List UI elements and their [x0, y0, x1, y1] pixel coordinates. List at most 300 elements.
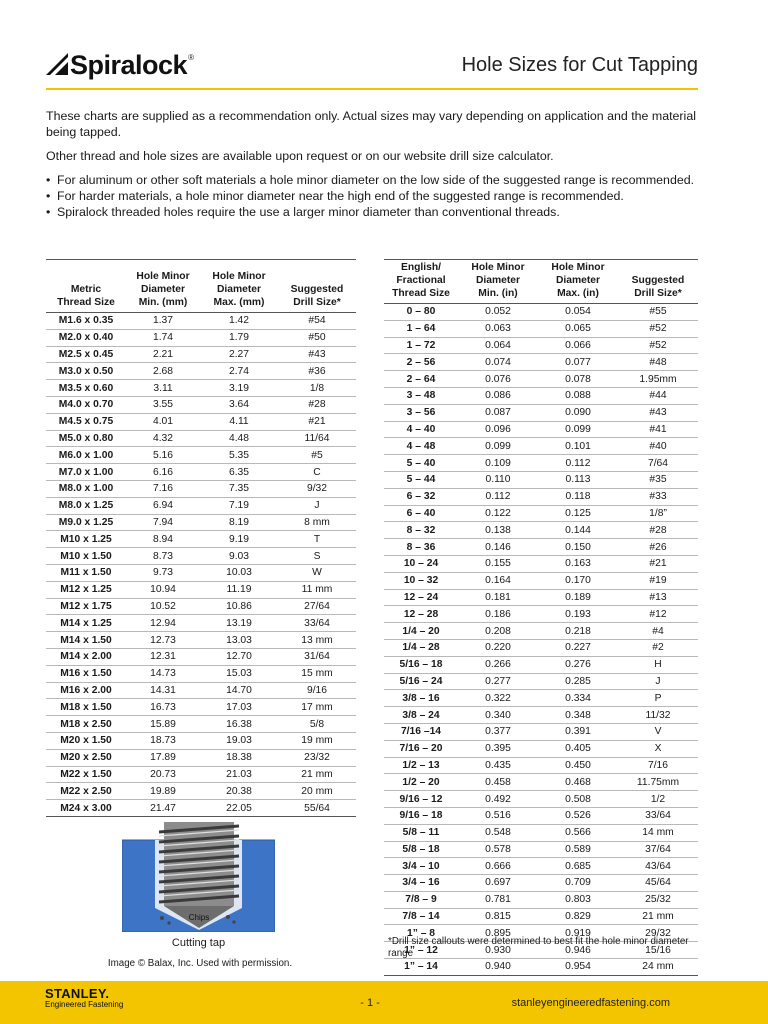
- table-cell: 0.468: [538, 774, 618, 791]
- thread-size-cell: M18 x 1.50: [46, 699, 126, 716]
- table-cell: #43: [278, 346, 356, 363]
- table-cell: 0.508: [538, 791, 618, 808]
- table-cell: 12.31: [126, 648, 200, 665]
- table-cell: T: [278, 531, 356, 548]
- table-cell: 1/8: [278, 380, 356, 397]
- thread-size-cell: 10 – 24: [384, 555, 458, 572]
- thread-size-cell: 5/8 – 11: [384, 824, 458, 841]
- thread-size-cell: M12 x 1.75: [46, 598, 126, 615]
- table-cell: 2.74: [200, 363, 278, 380]
- table-cell: #41: [618, 421, 698, 438]
- thread-size-cell: 3/8 – 24: [384, 707, 458, 724]
- table-row: [46, 514, 356, 531]
- table-cell: 21.47: [126, 800, 200, 817]
- table-cell: 0.186: [458, 606, 538, 623]
- table-row: [46, 396, 356, 413]
- table-cell: 0.526: [538, 807, 618, 824]
- table-cell: 19 mm: [278, 732, 356, 749]
- table-cell: 24 mm: [618, 959, 698, 976]
- table-cell: #5: [278, 447, 356, 464]
- table-cell: 0.112: [458, 488, 538, 505]
- table-cell: 0.220: [458, 639, 538, 656]
- table-row: [384, 908, 698, 925]
- table-cell: 17 mm: [278, 699, 356, 716]
- table-cell: 0.348: [538, 707, 618, 724]
- table-row: [46, 732, 356, 749]
- table-row: [46, 749, 356, 766]
- table-cell: 0.163: [538, 555, 618, 572]
- table-cell: 0.566: [538, 824, 618, 841]
- intro-paragraph-1: These charts are supplied as a recommendation only. Actual sizes may vary depending on application and the material being tapped.: [46, 109, 696, 139]
- table-cell: #2: [618, 639, 698, 656]
- spiralock-mark-icon: [46, 53, 68, 75]
- table-row: [384, 304, 698, 321]
- table-row: [46, 363, 356, 380]
- table-cell: 1.42: [200, 313, 278, 330]
- table-cell: 0.066: [538, 337, 618, 354]
- table-cell: 0.088: [538, 387, 618, 404]
- table-cell: #50: [278, 329, 356, 346]
- table-row: [384, 371, 698, 388]
- table-row: [384, 791, 698, 808]
- table-cell: 13.03: [200, 632, 278, 649]
- table-cell: 3.19: [200, 380, 278, 397]
- thread-size-cell: 5 – 40: [384, 455, 458, 472]
- table-cell: 6.94: [126, 497, 200, 514]
- table-cell: H: [618, 656, 698, 673]
- thread-size-cell: 6 – 40: [384, 505, 458, 522]
- table-cell: 0.285: [538, 673, 618, 690]
- table-row: [384, 858, 698, 875]
- table-cell: 0.666: [458, 858, 538, 875]
- table-cell: 2.27: [200, 346, 278, 363]
- table-cell: 2.21: [126, 346, 200, 363]
- thread-size-cell: 1/2 – 20: [384, 774, 458, 791]
- thread-size-cell: M16 x 1.50: [46, 665, 126, 682]
- thread-size-cell: 1/4 – 20: [384, 623, 458, 640]
- thread-size-cell: 5/8 – 18: [384, 841, 458, 858]
- thread-size-cell: M12 x 1.25: [46, 581, 126, 598]
- table-cell: 25/32: [618, 891, 698, 908]
- table-cell: S: [278, 548, 356, 565]
- table-row: [46, 766, 356, 783]
- table-cell: 4.48: [200, 430, 278, 447]
- table-cell: 0.227: [538, 639, 618, 656]
- table-row: [384, 555, 698, 572]
- table-cell: 6.35: [200, 464, 278, 481]
- table-cell: 0.377: [458, 723, 538, 740]
- table-row: [46, 464, 356, 481]
- thread-size-cell: M24 x 3.00: [46, 800, 126, 817]
- table-cell: 17.03: [200, 699, 278, 716]
- table-cell: #35: [618, 471, 698, 488]
- table-row: [384, 807, 698, 824]
- table-cell: 15/16: [618, 942, 698, 959]
- table-cell: 0.940: [458, 959, 538, 976]
- table-cell: 0.122: [458, 505, 538, 522]
- table-cell: 0.322: [458, 690, 538, 707]
- column-header: Suggested Drill Size*: [278, 260, 356, 313]
- thread-size-cell: M16 x 2.00: [46, 682, 126, 699]
- table-cell: 0.930: [458, 942, 538, 959]
- table-cell: 0.276: [538, 656, 618, 673]
- table-cell: 0.395: [458, 740, 538, 757]
- intro-paragraph-2: Other thread and hole sizes are available upon request or on our website drill size calculator.: [46, 149, 554, 163]
- table-cell: 31/64: [278, 648, 356, 665]
- table-cell: X: [618, 740, 698, 757]
- table-row: [46, 329, 356, 346]
- table-cell: 19.89: [126, 783, 200, 800]
- metric-hole-size-table: [46, 259, 356, 817]
- table-cell: 0.099: [458, 438, 538, 455]
- table-cell: 9.03: [200, 548, 278, 565]
- thread-size-cell: M14 x 1.50: [46, 632, 126, 649]
- thread-size-cell: M11 x 1.50: [46, 564, 126, 581]
- table-cell: 8.73: [126, 548, 200, 565]
- table-cell: 3.11: [126, 380, 200, 397]
- table-cell: 0.074: [458, 354, 538, 371]
- table-cell: #43: [618, 404, 698, 421]
- table-cell: #13: [618, 589, 698, 606]
- column-header: Metric Thread Size: [46, 260, 126, 313]
- table-cell: #54: [278, 313, 356, 330]
- table-cell: 18.73: [126, 732, 200, 749]
- thread-size-cell: 7/8 – 9: [384, 891, 458, 908]
- table-row: [384, 337, 698, 354]
- table-cell: 20 mm: [278, 783, 356, 800]
- thread-size-cell: M10 x 1.50: [46, 548, 126, 565]
- table-cell: 0.815: [458, 908, 538, 925]
- table-cell: 1.74: [126, 329, 200, 346]
- table-row: [384, 757, 698, 774]
- table-cell: 7.94: [126, 514, 200, 531]
- table-cell: 0.065: [538, 320, 618, 337]
- thread-size-cell: 3 – 48: [384, 387, 458, 404]
- table-cell: 0.340: [458, 707, 538, 724]
- table-cell: 0.803: [538, 891, 618, 908]
- table-cell: J: [278, 497, 356, 514]
- thread-size-cell: 7/16 –14: [384, 723, 458, 740]
- thread-size-cell: 1” – 12: [384, 942, 458, 959]
- thread-size-cell: M1.6 x 0.35: [46, 313, 126, 330]
- table-cell: 0.076: [458, 371, 538, 388]
- table-cell: #40: [618, 438, 698, 455]
- table-cell: 20.38: [200, 783, 278, 800]
- table-cell: 15 mm: [278, 665, 356, 682]
- table-row: [384, 387, 698, 404]
- table-cell: 7/64: [618, 455, 698, 472]
- table-cell: 0.218: [538, 623, 618, 640]
- table-cell: 12.73: [126, 632, 200, 649]
- thread-size-cell: 9/16 – 12: [384, 791, 458, 808]
- table-cell: 55/64: [278, 800, 356, 817]
- brand-name: Spiralock: [70, 50, 188, 80]
- table-cell: 11/64: [278, 430, 356, 447]
- thread-size-cell: M14 x 1.25: [46, 615, 126, 632]
- thread-size-cell: 6 – 32: [384, 488, 458, 505]
- thread-size-cell: 3/4 – 16: [384, 875, 458, 892]
- page-title: Hole Sizes for Cut Tapping: [461, 54, 698, 76]
- table-cell: 11.75mm: [618, 774, 698, 791]
- table-cell: 0.277: [458, 673, 538, 690]
- thread-size-cell: 9/16 – 18: [384, 807, 458, 824]
- image-credit: Image © Balax, Inc. Used with permission.: [107, 958, 293, 969]
- table-header-row: [46, 260, 356, 313]
- table-cell: 0.946: [538, 942, 618, 959]
- table-cell: 0.829: [538, 908, 618, 925]
- table-cell: 15.03: [200, 665, 278, 682]
- table-cell: 0.208: [458, 623, 538, 640]
- table-row: [46, 497, 356, 514]
- table-cell: 0.090: [538, 404, 618, 421]
- table-cell: 0.086: [458, 387, 538, 404]
- table-row: [46, 548, 356, 565]
- thread-size-cell: 12 – 24: [384, 589, 458, 606]
- table-cell: 0.077: [538, 354, 618, 371]
- table-cell: 0.099: [538, 421, 618, 438]
- table-cell: 10.94: [126, 581, 200, 598]
- thread-size-cell: 2 – 64: [384, 371, 458, 388]
- table-cell: 14.73: [126, 665, 200, 682]
- table-cell: 0.101: [538, 438, 618, 455]
- table-cell: 0.109: [458, 455, 538, 472]
- thread-size-cell: 4 – 40: [384, 421, 458, 438]
- table-cell: 0.391: [538, 723, 618, 740]
- table-cell: 0.125: [538, 505, 618, 522]
- table-row: [384, 656, 698, 673]
- table-cell: 1.79: [200, 329, 278, 346]
- table-cell: 3.64: [200, 396, 278, 413]
- table-cell: 0.954: [538, 959, 618, 976]
- table-row: [384, 824, 698, 841]
- intro-text: [46, 108, 698, 220]
- table-cell: 22.05: [200, 800, 278, 817]
- table-cell: 33/64: [618, 807, 698, 824]
- table-cell: 16.38: [200, 716, 278, 733]
- table-row: [46, 699, 356, 716]
- table-cell: 9/16: [278, 682, 356, 699]
- thread-size-cell: 12 – 28: [384, 606, 458, 623]
- table-row: [384, 589, 698, 606]
- thread-size-cell: M22 x 2.50: [46, 783, 126, 800]
- table-cell: 0.118: [538, 488, 618, 505]
- table-row: [384, 673, 698, 690]
- table-cell: 0.266: [458, 656, 538, 673]
- table-cell: 3.55: [126, 396, 200, 413]
- column-header: Suggested Drill Size*: [618, 260, 698, 304]
- page-footer: [0, 981, 768, 1024]
- table-row: [46, 682, 356, 699]
- thread-size-cell: 5/16 – 24: [384, 673, 458, 690]
- table-row: [46, 430, 356, 447]
- bullet-item: • For harder materials, a hole minor diameter near the high end of the suggested range is recommended.: [46, 188, 698, 204]
- column-header: Hole Minor Diameter Min. (mm): [126, 260, 200, 313]
- thread-size-cell: M4.5 x 0.75: [46, 413, 126, 430]
- thread-size-cell: 10 – 32: [384, 572, 458, 589]
- table-cell: 37/64: [618, 841, 698, 858]
- table-cell: 11.19: [200, 581, 278, 598]
- table-row: [46, 346, 356, 363]
- thread-size-cell: 8 – 36: [384, 539, 458, 556]
- table-cell: 27/64: [278, 598, 356, 615]
- table-cell: 0.052: [458, 304, 538, 321]
- table-cell: 21 mm: [278, 766, 356, 783]
- table-cell: 6.16: [126, 464, 200, 481]
- table-cell: 21 mm: [618, 908, 698, 925]
- thread-size-cell: M20 x 1.50: [46, 732, 126, 749]
- figure-caption: Cutting tap: [171, 937, 226, 949]
- table-cell: 14.31: [126, 682, 200, 699]
- table-cell: 10.03: [200, 564, 278, 581]
- table-cell: 0.781: [458, 891, 538, 908]
- table-row: [46, 632, 356, 649]
- table-cell: 23/32: [278, 749, 356, 766]
- table-cell: 0.138: [458, 522, 538, 539]
- table-cell: #52: [618, 320, 698, 337]
- table-cell: 7/16: [618, 757, 698, 774]
- table-cell: W: [278, 564, 356, 581]
- table-row: [384, 354, 698, 371]
- table-row: [384, 623, 698, 640]
- table-row: [46, 615, 356, 632]
- table-row: [384, 959, 698, 976]
- table-cell: 1/2: [618, 791, 698, 808]
- table-row: [384, 891, 698, 908]
- table-cell: #44: [618, 387, 698, 404]
- table-cell: 0.709: [538, 875, 618, 892]
- table-row: [384, 740, 698, 757]
- thread-size-cell: M3.5 x 0.60: [46, 380, 126, 397]
- table-cell: 9.19: [200, 531, 278, 548]
- thread-size-cell: 1/4 – 28: [384, 639, 458, 656]
- table-row: [46, 564, 356, 581]
- table-cell: 0.895: [458, 925, 538, 942]
- table-cell: 0.054: [538, 304, 618, 321]
- table-cell: 7.35: [200, 480, 278, 497]
- table-row: [46, 380, 356, 397]
- table-cell: #52: [618, 337, 698, 354]
- thread-size-cell: M6.0 x 1.00: [46, 447, 126, 464]
- table-cell: 29/32: [618, 925, 698, 942]
- registered-mark: ®: [188, 53, 194, 62]
- table-cell: 0.919: [538, 925, 618, 942]
- table-cell: 11 mm: [278, 581, 356, 598]
- thread-size-cell: 2 – 56: [384, 354, 458, 371]
- table-row: [384, 438, 698, 455]
- table-cell: 4.11: [200, 413, 278, 430]
- table-cell: 14.70: [200, 682, 278, 699]
- website-link[interactable]: stanleyengineeredfastening.com: [511, 997, 670, 1009]
- table-row: [384, 723, 698, 740]
- table-cell: P: [618, 690, 698, 707]
- header-rule: [46, 88, 698, 90]
- stanley-subtitle: Engineered Fastening: [45, 1000, 124, 1009]
- thread-size-cell: M2.0 x 0.40: [46, 329, 126, 346]
- table-row: [384, 488, 698, 505]
- table-cell: 0.112: [538, 455, 618, 472]
- table-row: [384, 471, 698, 488]
- table-row: [46, 648, 356, 665]
- thread-size-cell: M8.0 x 1.25: [46, 497, 126, 514]
- table-cell: C: [278, 464, 356, 481]
- table-row: [46, 800, 356, 817]
- table-cell: 0.578: [458, 841, 538, 858]
- page-header: [46, 50, 698, 90]
- table-cell: 0.164: [458, 572, 538, 589]
- table-cell: 5/8: [278, 716, 356, 733]
- table-row: [384, 639, 698, 656]
- table-cell: 4.01: [126, 413, 200, 430]
- thread-size-cell: 1/2 – 13: [384, 757, 458, 774]
- table-cell: 0.078: [538, 371, 618, 388]
- thread-size-cell: M10 x 1.25: [46, 531, 126, 548]
- table-cell: 0.087: [458, 404, 538, 421]
- table-row: [46, 783, 356, 800]
- thread-size-cell: M3.0 x 0.50: [46, 363, 126, 380]
- table-cell: 2.68: [126, 363, 200, 380]
- table-cell: 1.95mm: [618, 371, 698, 388]
- table-cell: 9.73: [126, 564, 200, 581]
- table-cell: #48: [618, 354, 698, 371]
- table-row: [384, 404, 698, 421]
- table-row: [384, 841, 698, 858]
- table-cell: 18.38: [200, 749, 278, 766]
- table-cell: 0.193: [538, 606, 618, 623]
- table-row: [384, 774, 698, 791]
- thread-size-cell: 8 – 32: [384, 522, 458, 539]
- table-cell: 12.94: [126, 615, 200, 632]
- thread-size-cell: 1” – 14: [384, 959, 458, 976]
- chips-label: Chips: [188, 913, 210, 922]
- table-cell: 0.063: [458, 320, 538, 337]
- table-cell: 0.516: [458, 807, 538, 824]
- table-cell: 0.548: [458, 824, 538, 841]
- thread-size-cell: 1 – 64: [384, 320, 458, 337]
- table-cell: V: [618, 723, 698, 740]
- table-cell: #19: [618, 572, 698, 589]
- table-cell: 0.096: [458, 421, 538, 438]
- table-row: [46, 413, 356, 430]
- table-cell: 0.146: [458, 539, 538, 556]
- table-cell: 19.03: [200, 732, 278, 749]
- thread-size-cell: M22 x 1.50: [46, 766, 126, 783]
- table-cell: J: [618, 673, 698, 690]
- column-header: Hole Minor Diameter Min. (in): [458, 260, 538, 304]
- drill-size-footnote: *Drill size callouts were determined to best fit the hole minor diameter range: [388, 936, 689, 959]
- table-cell: #36: [278, 363, 356, 380]
- table-cell: 0.685: [538, 858, 618, 875]
- table-row: [384, 875, 698, 892]
- thread-size-cell: M7.0 x 1.00: [46, 464, 126, 481]
- table-cell: #21: [618, 555, 698, 572]
- table-row: [46, 480, 356, 497]
- page-number: - 1 -: [360, 997, 380, 1009]
- table-row: [384, 522, 698, 539]
- table-cell: 0.450: [538, 757, 618, 774]
- table-cell: 1/8”: [618, 505, 698, 522]
- intro-bullets: [46, 172, 698, 220]
- table-cell: #55: [618, 304, 698, 321]
- thread-size-cell: M4.0 x 0.70: [46, 396, 126, 413]
- table-cell: 9/32: [278, 480, 356, 497]
- table-cell: 0.405: [538, 740, 618, 757]
- table-cell: 43/64: [618, 858, 698, 875]
- stanley-logo: STANLEY.: [45, 986, 110, 1001]
- table-cell: 5.16: [126, 447, 200, 464]
- table-cell: 0.150: [538, 539, 618, 556]
- thread-size-cell: M5.0 x 0.80: [46, 430, 126, 447]
- table-cell: 14 mm: [618, 824, 698, 841]
